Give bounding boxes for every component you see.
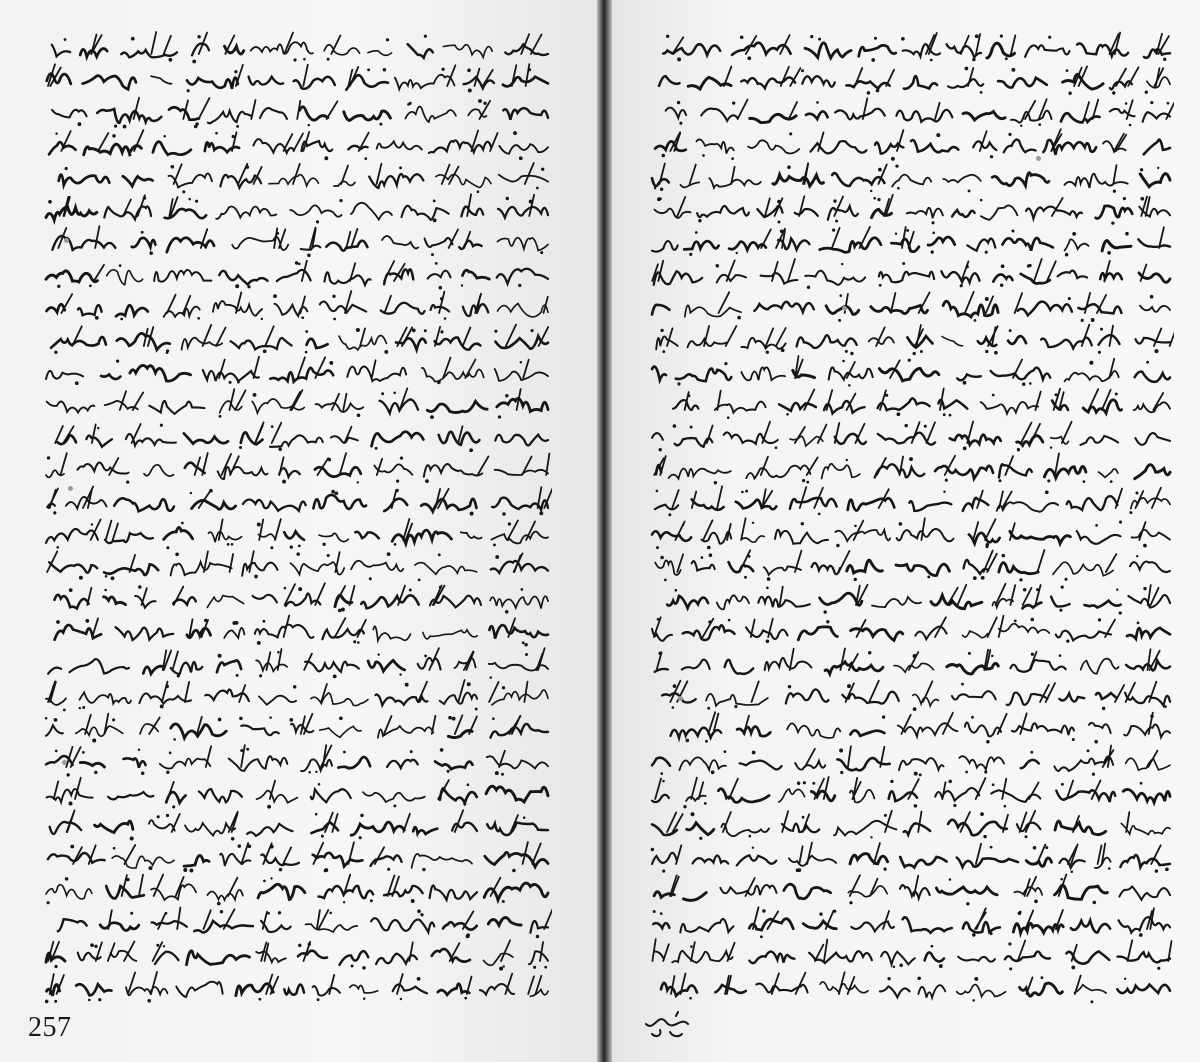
right-page [612, 0, 1200, 1062]
paragraph-dot [68, 486, 73, 491]
paragraph-dot [64, 238, 69, 243]
catchword [636, 1010, 692, 1040]
paragraph-dot [678, 696, 683, 701]
paragraph-dot [1036, 156, 1041, 161]
book-gutter [597, 0, 612, 1062]
left-page [0, 0, 597, 1062]
page-number: 257 [28, 1012, 72, 1043]
paragraph-dot [842, 306, 847, 311]
paragraph-dot [62, 760, 67, 765]
